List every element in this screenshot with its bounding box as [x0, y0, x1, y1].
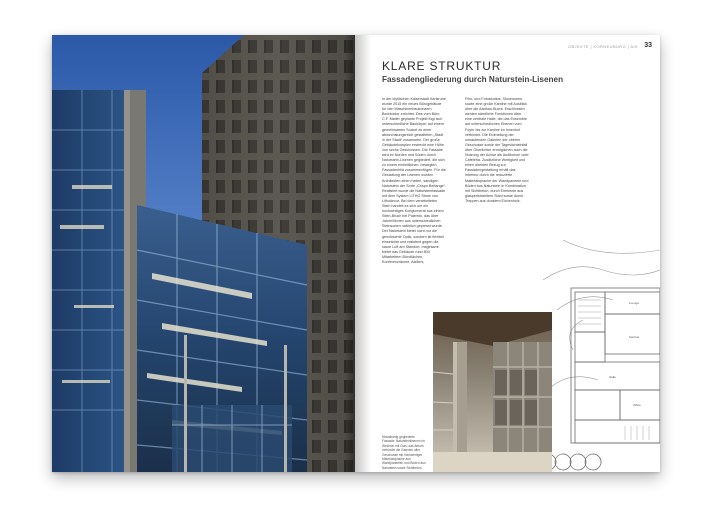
building-facade-photo — [52, 35, 355, 472]
atrium-interior-photo — [433, 312, 552, 472]
article-title: KLARE STRUKTUR — [382, 59, 502, 73]
photo-caption: Mosaikartig gegliederte Fassade: Natursteinlisenen im Wechsel mit Glas; das Atrium verbindet die Galerien aller Geschosse mit hochwertiger Materialsprache aus Wandpaneelen und Böden aus Naturstein sowie Sichtbeton. — [382, 435, 426, 470]
plan-label-halle: Halle — [609, 375, 616, 379]
left-page-photo — [52, 35, 355, 472]
plan-label-office: Office — [633, 403, 641, 407]
spine-shadow-right — [355, 35, 371, 472]
article-subtitle: Fassadengliederung durch Naturstein-Lisenen — [382, 75, 564, 84]
running-header: OBJEKTE | KORNEUBURG | AIK — [567, 44, 638, 49]
floor-plan-drawing — [543, 240, 660, 472]
spine-shadow-left — [345, 35, 355, 472]
page-number: 33 — [644, 42, 652, 49]
right-page — [355, 35, 660, 472]
body-column-2: Film- und Fotostudios, Showrooms sowie eine große Kantine mit Ausblick über die Aadhan-Bucht. Erschlossen werden sämtliche Funktionen über eine zentrale Halle, die das Ensemble auf unterschiedlichen Ebenen vom Foyer bis zur Kantine im Innenhof verbindet. Die Erdmeilung der umlaufenden Galerien der oberen Geschosse sowie der Tageslichteinfall über Oberlichter ermöglichen auch die Nutzung der Achse als Auditorium oder Cafeteria. Zusätzliche Wertigkeit und einen direkten Bezug zur Fassadengestaltung erhält das Interieur durch die reduzierte Materialsprache der Wandpaneele und Böden aus Naturstein in Kombination mit Sichtbeton, durch Elemente aus glasperlstrahltem Stahl sowie durch Treppen aus dunklem Eichenholz. — [465, 97, 529, 203]
body-column-1: In der idyllischen Kaiserstadt Karlsruhe wurde 2015 ein neues Bürogebäude für den Maschinenbaukonzern Bechtolder errichtet. Das vom Büro C.F. Møller geplante Projekt fügt sich unterschiedliche Baukörper auf einem gemeinsamen Sockel zu einer abwechslungsreich gestalteten „Stadt in der Stadt“ zusammen. Der große Gebäudekomplex erstreckt eine Höhe von sechs Geschossen. Die Fassade wird im Norden und Süden durch Naturstein-Lisenen gegliedert, die sich zu einem einheitlichen, bewegten Fassadenbild zusammenfügen. Für die Gestaltung der Lisenen wurden Architekten einen hellen, sandigen Naturstein der Sorte „Crispo Bettange“. Realisiert wurde die Natursteinfassade mit dem System LITHO Stone von Lithodecor. Bei dem verarbeiteten Stein handelt es sich um ein hochwertiges Konglomerat aus einem Stein-Bruch bei Palermo, das über Jahrmillionen aus unterschiedlichen Steinsorten natürlich gepresst wurde. Der Naturstein bietet nicht nur die gewünschte Optik, sondern ist flexibel einsetzbar und resistent gegen die saure Luft am Standort. Insgesamt bietet das Gebäude rund 800 Mitarbeitern Büroflächen, Konferenzräume, Ateliers, — [382, 97, 446, 264]
plan-label-lounge: Lounge — [629, 301, 640, 305]
magazine-spread — [52, 35, 660, 472]
plan-label-kantine: Kantine — [629, 335, 640, 339]
